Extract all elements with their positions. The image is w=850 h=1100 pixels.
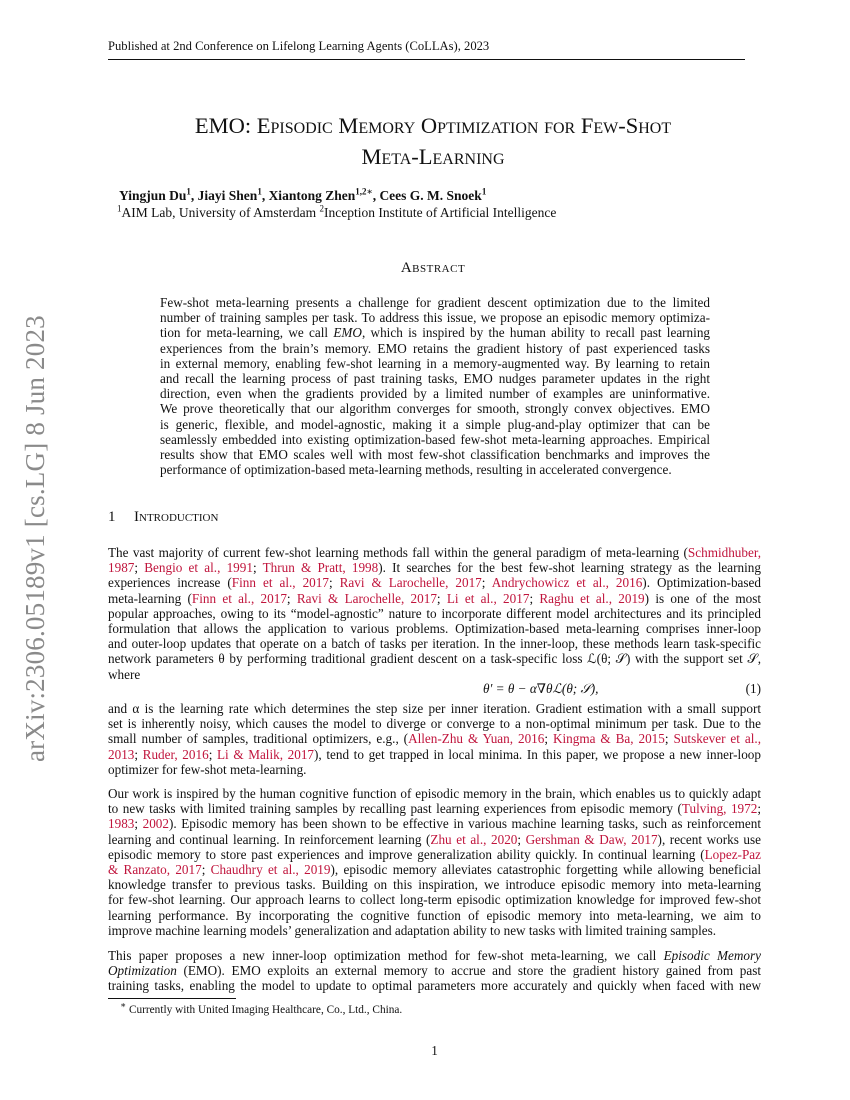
intro-paragraph-2 — [108, 701, 761, 777]
text-line: 1987; Bengio et al., 1991; Thrun & Pratt, 1998). It searches for the best few-shot learning strategy as the learning — [108, 560, 761, 576]
affiliation-text: Inception Institute of Artificial Intelligence — [323, 205, 557, 220]
citation-link: Finn et al., 2017 — [191, 590, 287, 606]
equation-number: (1) — [745, 681, 761, 696]
text-line: and α is the learning rate which determines the step size per inner iteration. Gradient estimation with a small support — [108, 701, 761, 716]
equation-formula: θ′ = θ − α∇θℒ(θ; 𝒮), — [483, 681, 599, 696]
text-line: for few-shot learning. Our approach learns to collect long-term episodic optimization knowledge for improved few-shot — [108, 892, 761, 908]
text-line: knowledge transfer to previous tasks. Building on this inspiration, we introduce episodic memory into meta-learning — [108, 877, 761, 893]
text-line: Our work is inspired by the human cognitive function of episodic memory in the brain, which enables us to quickly adapt — [108, 786, 761, 801]
author-affiliation-mark: 1 — [186, 186, 191, 197]
text-line: Optimization (EMO). EMO exploits an external memory to accrue and store the gradient history gained from past — [108, 963, 761, 979]
abstract-line: performance of optimization-based meta-learning methods, resulting in accelerated convergence. — [160, 462, 672, 478]
text-line: training tasks, enabling the model to update to optimal parameters more accurately and quickly when faced with new — [108, 978, 761, 994]
citation-link: 2013 — [108, 746, 135, 762]
citation-link: & Ranzato, 2017 — [108, 862, 202, 878]
abstract-line: We prove theoretically that our algorithm converges for smooth, strongly convex objectives. EMO — [160, 401, 710, 417]
citation-link: Schmidhuber, — [687, 545, 761, 560]
abstract-heading: Abstract — [400, 260, 466, 276]
citation-link: Kingma & Ba, 2015 — [552, 731, 665, 747]
title-line-1: EMO: Episodic Memory Optimization for Few-Shot — [194, 113, 672, 138]
section-number: 1 — [108, 509, 116, 525]
footnote-text: Currently with United Imaging Healthcare, Co., Ltd., China. — [128, 1004, 403, 1016]
affiliation-mark: 2 — [319, 203, 324, 214]
paper-title — [108, 110, 758, 172]
text-line: meta-learning (Finn et al., 2017; Ravi & Larochelle, 2017; Li et al., 2017; Raghu et al., 2019) is one of the most — [108, 590, 762, 606]
abstract-line: seamlessly embedded into existing optimization-based few-shot meta-learning approaches. Empirical — [160, 431, 710, 447]
section-title: Introduction — [134, 509, 219, 525]
header-rule — [108, 59, 745, 60]
emphasis: Optimization — [108, 963, 177, 979]
citation-link: 1987 — [108, 560, 135, 576]
author-name: Yingjun Du — [119, 188, 187, 203]
text-line: where — [108, 666, 141, 682]
text-line: 1983; 2002). Episodic memory has been shown to be effective in various machine learning tasks, such as reinforcement — [108, 816, 761, 832]
citation-link: Li & Malik, 2017 — [216, 746, 315, 762]
text-line: and outer-loop updates that operate on a batch of tasks per iteration. In the inner-loop, these methods learn task-specific — [108, 636, 761, 652]
author-affiliation-mark: 1,2∗ — [355, 186, 373, 197]
text-line: 2013; Ruder, 2016; Li & Malik, 2017), tend to get trapped in local minima. In this paper, we propose a new inner-loop — [108, 746, 761, 762]
abstract-line: tion for meta-learning, we call EMO, which is inspired by the human ability to recall past learning — [160, 325, 711, 341]
text-line: network parameters θ by performing traditional gradient descent on a task-specific loss ℒ(θ; 𝒮) with the support set 𝒮, — [108, 651, 761, 667]
abstract-line: in external memory, enabling few-shot learning in a memory-augmented way. By learning to retain — [160, 355, 710, 371]
abstract-line: number of training samples per task. To address this issue, we propose an episodic memory optimiza- — [160, 310, 710, 326]
footnote — [120, 1000, 760, 1017]
citation-link: Ravi & Larochelle, 2017 — [296, 590, 437, 606]
citation-link: Li et al., 2017 — [446, 590, 530, 606]
emphasis: EMO — [333, 325, 362, 341]
intro-paragraph-1 — [108, 545, 761, 682]
author-affiliation-mark: 1 — [481, 186, 487, 197]
abstract-line: and recall the learning process of past training tasks, EMO nudges parameter updates in the right — [160, 371, 710, 387]
citation-link: Chaudhry et al., 2019 — [210, 862, 331, 878]
equation-1 — [108, 681, 761, 699]
author-separator: , — [261, 188, 269, 203]
text-line: small number of samples, traditional optimizers, e.g., (Allen-Zhu & Yuan, 2016; Kingma & Ba, 2015; Sutskever et al., — [108, 731, 761, 747]
page-number: 1 — [431, 1043, 438, 1058]
citation-link: Raghu et al., 2019 — [539, 590, 645, 606]
author-affiliation-mark: 1 — [257, 186, 262, 197]
citation-link: Finn et al., 2017 — [231, 575, 329, 591]
intro-paragraph-4 — [108, 948, 761, 994]
text-line: to new tasks with limited training samples by recalling past learning experiences from episodic memory (Tulving, 1972; — [108, 801, 761, 817]
citation-link: Lopez-Paz — [704, 846, 761, 862]
text-line: learning performance. By incorporating the cognitive function of episodic memory into meta-learning, we aim to — [108, 907, 761, 923]
citation-link: Thrun & Pratt, 1998 — [262, 560, 379, 576]
text-line: learning and continual learning. In reinforcement learning (Zhu et al., 2020; Gershman & Daw, 2017), recent works use — [108, 831, 761, 847]
text-line: The vast majority of current few-shot learning methods fall within the general paradigm of meta-learning (Schmidhuber, — [108, 545, 761, 560]
citation-link: Allen-Zhu & Yuan, 2016 — [408, 731, 545, 747]
text-line: set is inherently noisy, which causes the model to diverge or converge to a non-optimal minimum per task. Due to the — [108, 716, 761, 732]
text-line: optimizer for few-shot meta-learning. — [108, 761, 307, 777]
text-line: & Ranzato, 2017; Chaudhry et al., 2019), episodic memory alleviates catastrophic forgetting while allowing beneficial — [108, 862, 761, 878]
affiliation-mark: 1 — [117, 203, 122, 214]
affiliation-text: AIM Lab, University of Amsterdam — [121, 205, 320, 220]
author-name: Xiantong Zhen — [268, 188, 356, 203]
abstract-body — [160, 295, 710, 477]
citation-link: 2002 — [142, 816, 169, 832]
arxiv-identifier: arXiv:2306.05189v1 [cs.LG] 8 Jun 2023 — [20, 315, 50, 762]
abstract-line: experiences from the brain’s memory. EMO retains the gradient history of past experienced tasks — [160, 340, 710, 356]
footnote-mark: ∗ — [120, 1000, 127, 1011]
abstract-line: Few-shot meta-learning presents a challenge for gradient descent optimization due to the limited — [160, 295, 710, 310]
citation-link: 1983 — [108, 816, 135, 832]
text-line: popular approaches, owing to its “model-agnostic” nature to incorporate different model architectures and its principled — [108, 605, 761, 621]
citation-link: Bengio et al., 1991 — [144, 560, 253, 576]
title-line-2: Meta-Learning — [361, 144, 505, 169]
citation-link: Ruder, 2016 — [142, 746, 209, 762]
abstract-line: results show that EMO scales well with most few-shot classification benchmarks and improves the — [160, 447, 710, 463]
affiliations — [117, 204, 767, 221]
citation-link: Andrychowicz et al., 2016 — [491, 575, 643, 591]
author-separator: , — [190, 188, 198, 203]
abstract-line: is generic, flexible, and model-agnostic, making it a simple plug-and-play optimizer that can be — [160, 416, 710, 432]
author-separator: , — [372, 188, 380, 203]
citation-link: Tulving, 1972 — [681, 801, 758, 817]
citation-link: Gershman & Daw, 2017 — [525, 831, 658, 847]
text-line: improve machine learning models’ generalization and adaptation ability to new tasks with limited training samples. — [108, 922, 717, 938]
emphasis: Episodic Memory — [663, 948, 761, 963]
abstract-line: direction, even when the gradients provided by a limited number of examples are uninformative. — [160, 386, 710, 402]
running-head: Published at 2nd Conference on Lifelong Learning Agents (CoLLAs), 2023 — [108, 39, 490, 53]
text-line: experiences increase (Finn et al., 2017; Ravi & Larochelle, 2017; Andrychowicz et al., 2016). Optimization-based — [108, 575, 761, 591]
text-line: episodic memory to store past experiences and improve generalization ability quickly. In continual learning (Lopez-Paz — [108, 846, 761, 862]
citation-link: Sutskever et al., — [673, 731, 761, 747]
intro-paragraph-3 — [108, 786, 761, 938]
author-name: Jiayi Shen — [197, 188, 258, 203]
citation-link: Ravi & Larochelle, 2017 — [339, 575, 482, 591]
author-list — [119, 187, 759, 204]
citation-link: Zhu et al., 2020 — [430, 831, 518, 847]
text-line: This paper proposes a new inner-loop optimization method for few-shot meta-learning, we call Episodic Memory — [108, 948, 761, 963]
text-line: formulation that allows the application to various problems. Optimization-based meta-learning comprises inner-loop — [108, 621, 761, 637]
footnote-rule — [108, 998, 236, 999]
author-name: Cees G. M. Snoek — [379, 188, 482, 203]
section-heading — [108, 509, 758, 526]
